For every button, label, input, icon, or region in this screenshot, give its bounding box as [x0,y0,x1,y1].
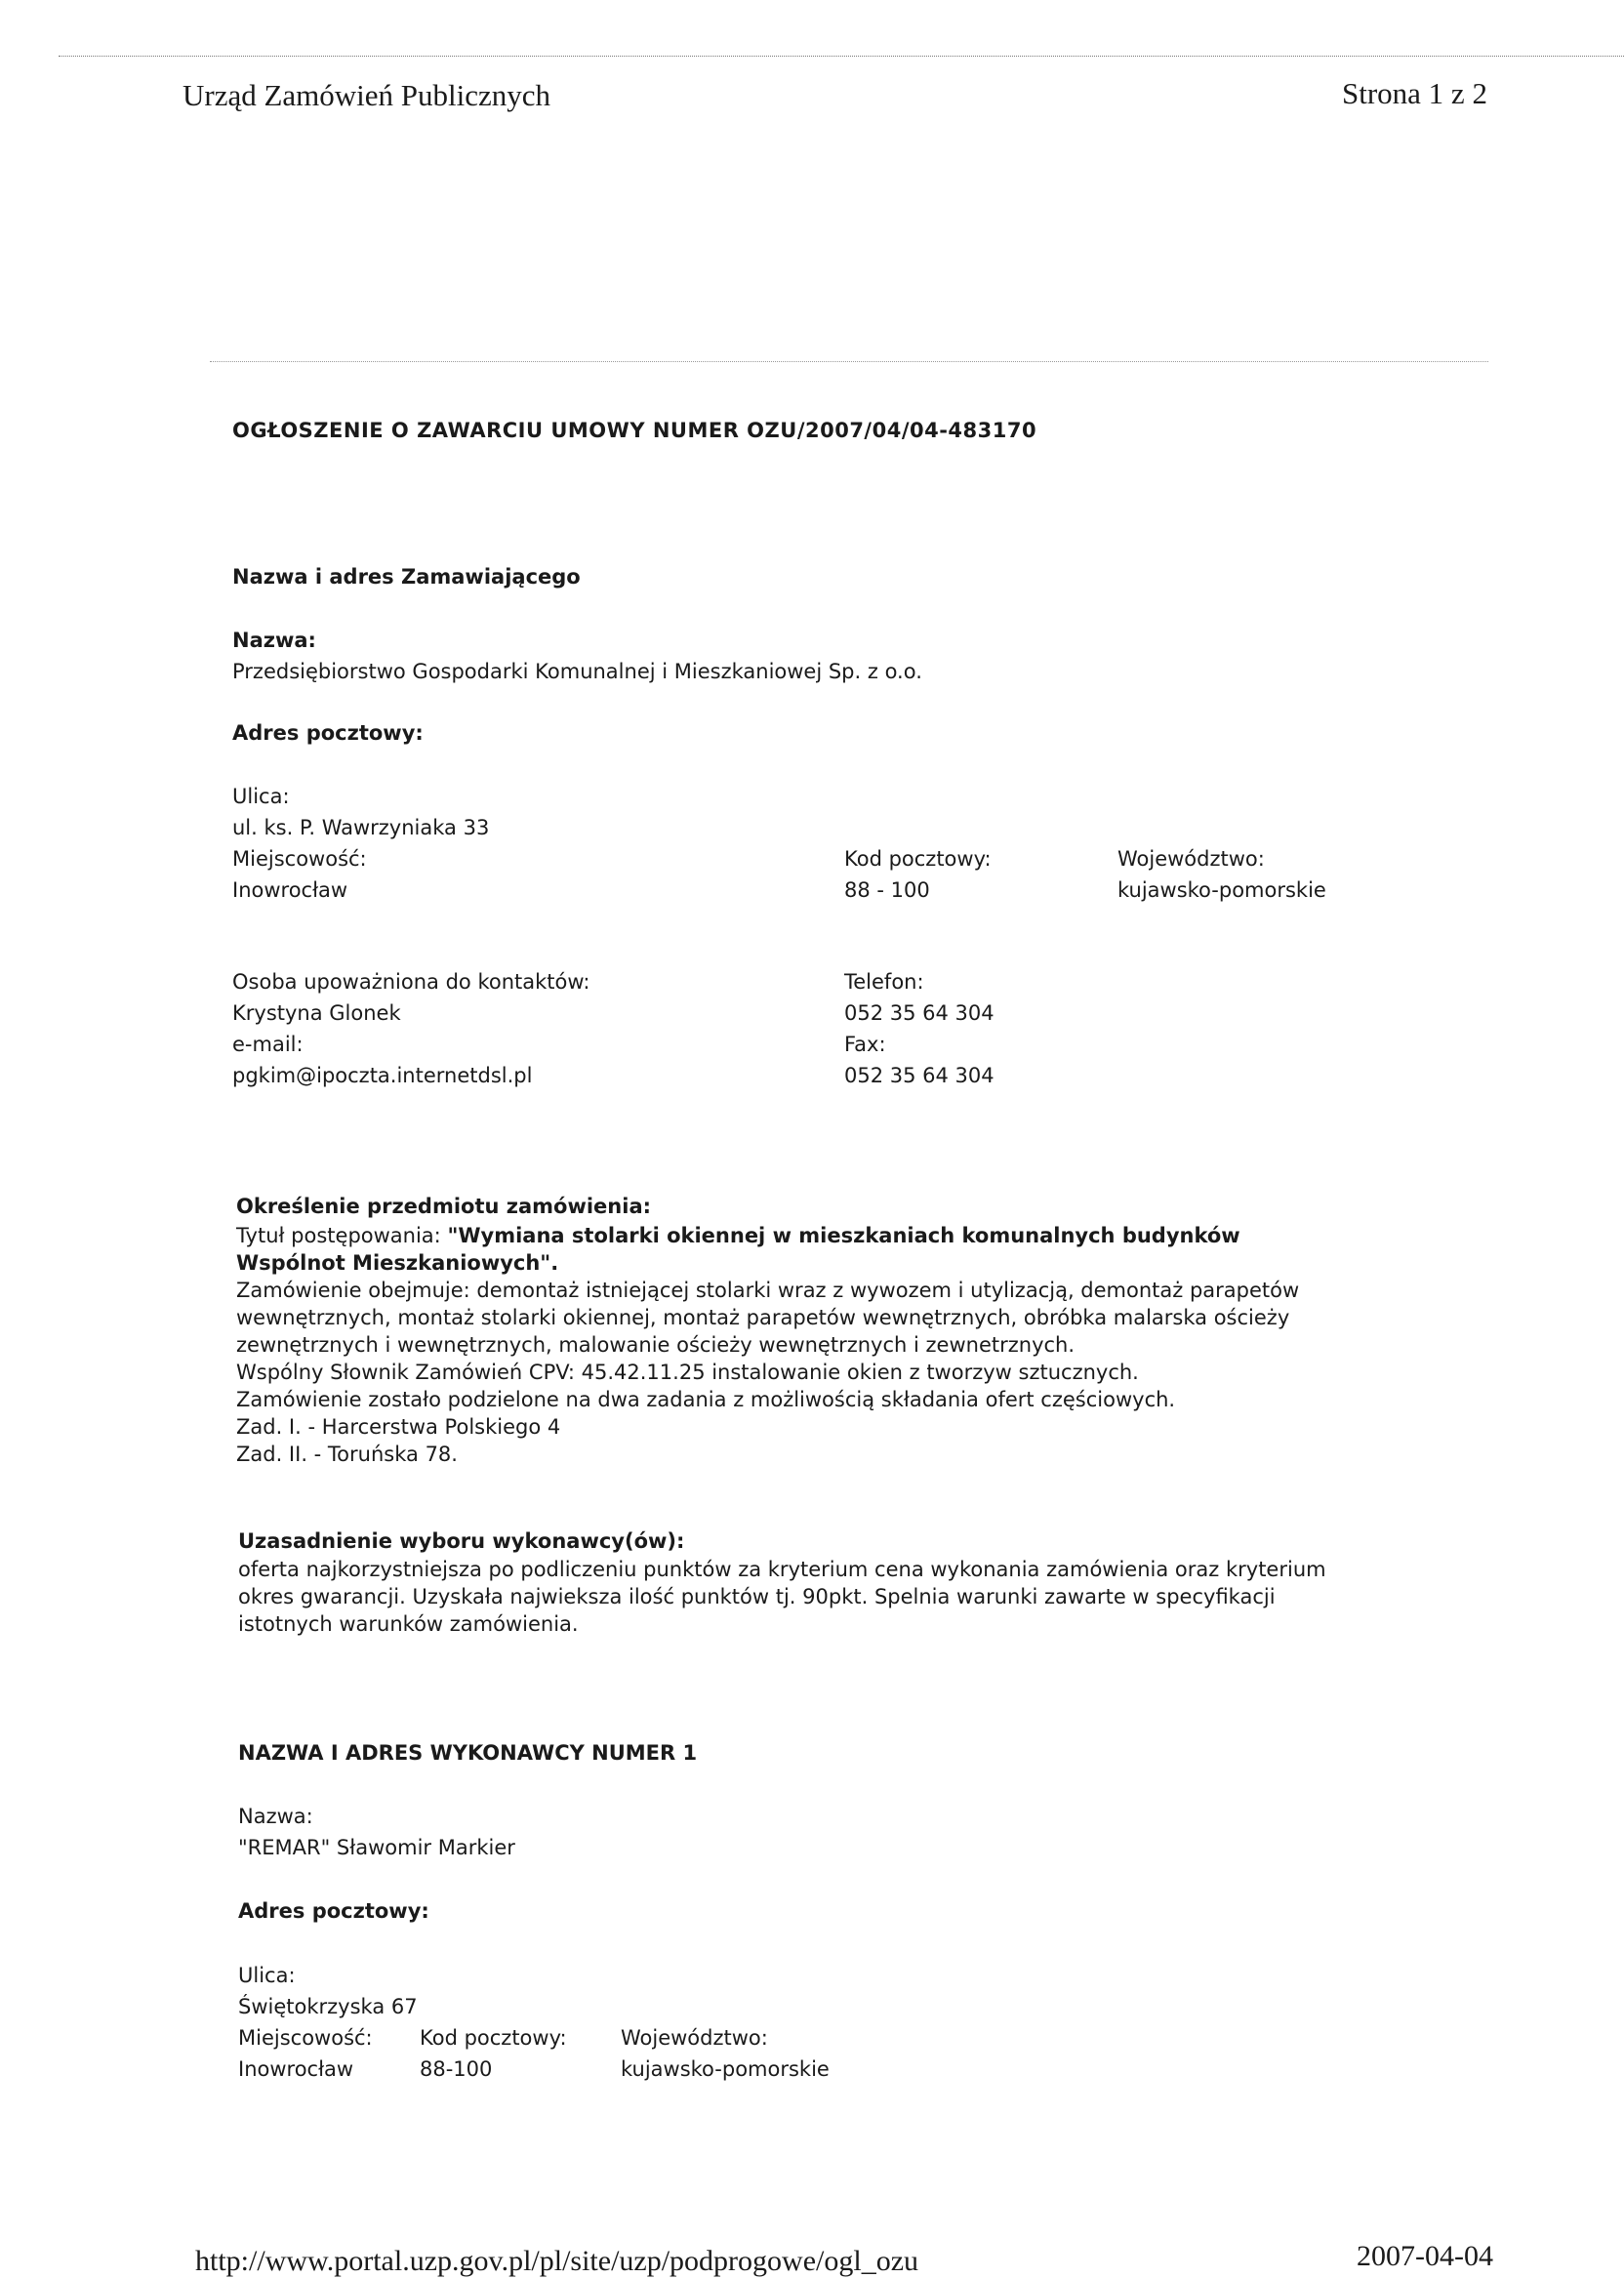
procedure-title: "Wymiana stolarki okiennej w mieszkaniach komunalnych budynków [447,1224,1240,1247]
contractor-city: Inowrocław [238,2057,354,2081]
phone-value: 052 35 64 304 [844,1001,995,1025]
contractor-street: Świętokrzyska 67 [238,1995,418,2018]
contact-value: Krystyna Glonek [232,1001,401,1025]
ordering-party-address-label: Adres pocztowy: [232,721,424,745]
email-value: pgkim@ipoczta.internetdsl.pl [232,1064,533,1087]
ordering-party-name-label: Nazwa: [232,629,316,652]
fax-value: 052 35 64 304 [844,1064,995,1087]
justification-heading: Uzasadnienie wyboru wykonawcy(ów): [238,1529,685,1553]
footer-date: 2007-04-04 [1357,2240,1493,2272]
justification-line: oferta najkorzystniejsza po podliczeniu punktów za kryterium cena wykonania zamówienia oraz kryterium [238,1558,1326,1581]
footer-url: http://www.portal.uzp.gov.pl/pl/site/uzp/podprogowe/ogl_ozu [195,2245,919,2277]
subject-line: Zad. I. - Harcerstwa Polskiego 4 [236,1415,561,1439]
postal-label: Kod pocztowy: [844,847,992,871]
subject-line: zewnętrznych i wewnętrznych, malowanie ościeży wewnętrznych i zewnetrznych. [236,1333,1076,1357]
procedure-title-prefix: Tytuł postępowania: [236,1224,448,1247]
street-label: Ulica: [232,785,290,808]
subject-line: Wspólny Słownik Zamówień CPV: 45.42.11.25 instalowanie okien z tworzyw sztucznych. [236,1361,1139,1384]
contractor-voivodeship-label: Województwo: [621,2026,768,2050]
justification-line: istotnych warunków zamówienia. [238,1612,579,1636]
email-label: e-mail: [232,1033,304,1056]
ordering-party-heading: Nazwa i adres Zamawiającego [232,565,581,589]
subject-line: Zamówienie zostało podzielone na dwa zadania z możliwością składania ofert częściowych. [236,1388,1176,1411]
header-office: Urząd Zamówień Publicznych [183,78,551,112]
section-divider [210,361,1488,362]
ordering-party-name: Przedsiębiorstwo Gospodarki Komunalnej i Mieszkaniowej Sp. z o.o. [232,660,922,683]
voivodeship-value: kujawsko-pomorskie [1117,878,1326,902]
contractor-postal-label: Kod pocztowy: [420,2026,567,2050]
contractor-heading: NAZWA I ADRES WYKONAWCY NUMER 1 [238,1741,698,1765]
contractor-city-label: Miejscowość: [238,2026,373,2050]
subject-heading: Określenie przedmiotu zamówienia: [236,1195,652,1218]
city-label: Miejscowość: [232,847,367,871]
contractor-postal: 88-100 [420,2057,493,2081]
contractor-name: "REMAR" Sławomir Markier [238,1836,515,1859]
justification-line: okres gwarancji. Uzyskała najwieksza ilość punktów tj. 90pkt. Spelnia warunki zawarte w specyfikacji [238,1585,1276,1608]
street-value: ul. ks. P. Wawrzyniaka 33 [232,816,490,839]
voivodeship-label: Województwo: [1117,847,1265,871]
fax-label: Fax: [844,1033,886,1056]
procedure-title-line-2: Wspólnot Mieszkaniowych". [236,1251,559,1275]
subject-line: Zad. II. - Toruńska 78. [236,1443,458,1466]
contractor-street-label: Ulica: [238,1964,296,1987]
top-divider [59,56,1624,57]
contact-label: Osoba upoważniona do kontaktów: [232,970,590,994]
notice-title: OGŁOSZENIE O ZAWARCIU UMOWY NUMER OZU/2007/04/04-483170 [232,419,1037,442]
contractor-voivodeship: kujawsko-pomorskie [621,2057,830,2081]
city-value: Inowrocław [232,878,348,902]
subject-line: wewnętrznych, montaż stolarki okiennej, montaż parapetów wewnętrznych, obróbka malarska ościeży [236,1306,1290,1329]
header-page-number: Strona 1 z 2 [1342,76,1487,110]
subject-line: Zamówienie obejmuje: demontaż istniejącej stolarki wraz z wywozem i utylizacją, demontaż parapetów [236,1279,1300,1302]
contractor-name-label: Nazwa: [238,1805,313,1828]
postal-value: 88 - 100 [844,878,930,902]
contractor-address-label: Adres pocztowy: [238,1899,429,1923]
phone-label: Telefon: [844,970,924,994]
